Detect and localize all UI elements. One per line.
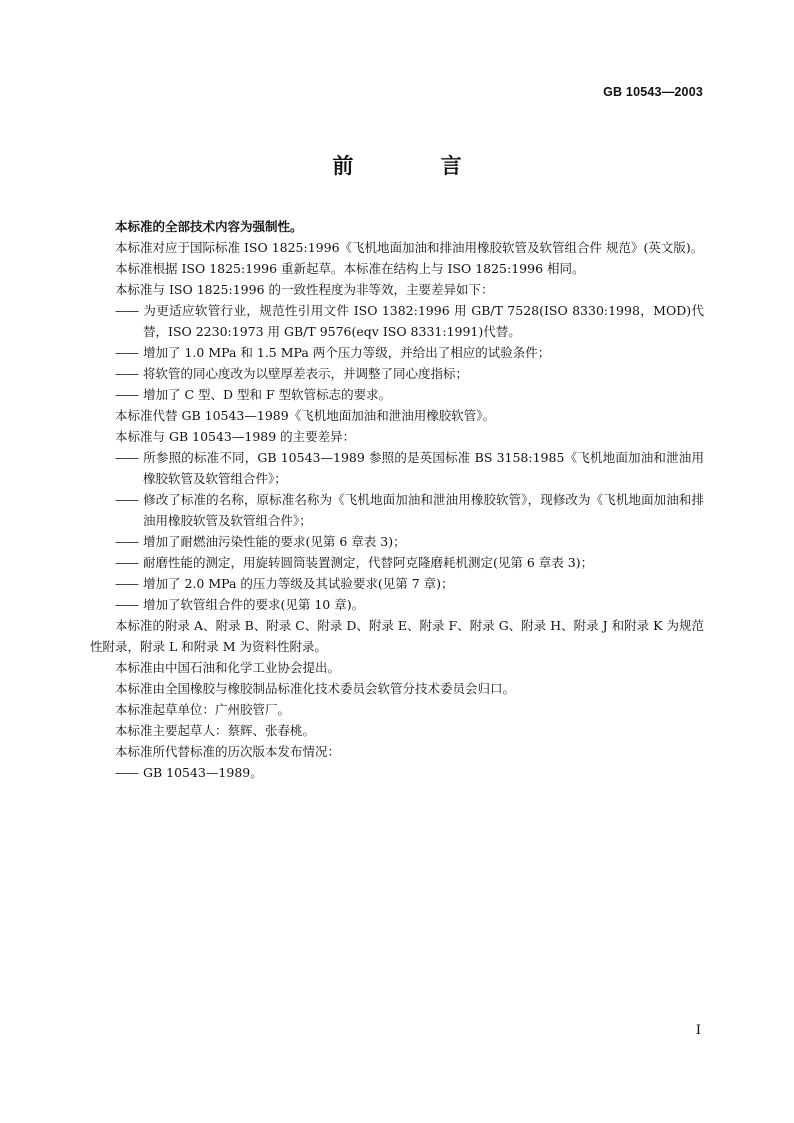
dash-item-text: 增加了 C 型、D 型和 F 型软管标志的要求。 — [143, 387, 392, 402]
dash-item-text: 增加了 1.0 MPa 和 1.5 MPa 两个压力等级，并给出了相应的试验条件； — [143, 345, 551, 360]
dash-marker: —— — [115, 597, 138, 612]
dash-marker: —— — [115, 366, 138, 381]
dash-item-text: 将软管的同心度改为以壁厚差表示，并调整了同心度指标； — [143, 366, 469, 381]
page-title: 前 言 — [332, 154, 502, 178]
standard-number: GB 10543—2003 — [603, 85, 703, 99]
paragraph: 本标准起草单位：广州胶管厂。 — [115, 702, 291, 717]
mandatory-statement: 本标准的全部技术内容为强制性。 — [115, 219, 303, 234]
dash-marker: —— — [115, 534, 138, 549]
foreword-body — [90, 216, 704, 783]
dash-list-item — [90, 342, 704, 363]
dash-item-text: 修改了标准的名称，原标准名称为《飞机地面加油和泄油用橡胶软管》，现修改为《飞机地面加油和排油用橡胶软管及软管组合件》； — [143, 492, 704, 528]
dash-item-text: 所参照的标准不同，GB 10543—1989 参照的是英国标准 BS 3158:1985《飞机地面加油和泄油用橡胶软管及软管组合件》； — [143, 450, 704, 486]
paragraph: 本标准所代替标准的历次版本发布情况： — [115, 744, 341, 759]
dash-marker: —— — [115, 765, 138, 780]
dash-list-item — [90, 762, 704, 783]
dash-list-item — [90, 363, 704, 384]
dash-marker: —— — [115, 555, 138, 570]
dash-list-item — [90, 447, 704, 489]
dash-marker: —— — [115, 303, 138, 318]
paragraph: 本标准与 ISO 1825:1996 的一致性程度为非等效，主要差异如下： — [115, 282, 494, 297]
dash-list-item — [90, 531, 704, 552]
dash-item-text: 耐磨性能的测定，用旋转圆筒装置测定，代替阿克隆磨耗机测定(见第 6 章表 3)； — [143, 555, 594, 570]
dash-item-text: 增加了软管组合件的要求(见第 10 章)。 — [143, 597, 365, 612]
paragraph: 本标准由全国橡胶与橡胶制品标准化技术委员会软管分技术委员会归口。 — [115, 681, 516, 696]
dash-marker: —— — [115, 576, 138, 591]
dash-list-item — [90, 594, 704, 615]
page-number: I — [695, 1023, 701, 1038]
paragraph: 本标准代替 GB 10543—1989《飞机地面加油和泄油用橡胶软管》。 — [115, 408, 495, 423]
dash-list-item — [90, 552, 704, 573]
dash-item-text: GB 10543—1989。 — [143, 765, 263, 780]
paragraph: 本标准的附录 A、附录 B、附录 C、附录 D、附录 E、附录 F、附录 G、附录 H、附录 J 和附录 K 为规范性附录，附录 L 和附录 M 为资料性附录。 — [90, 618, 704, 654]
dash-marker: —— — [115, 492, 138, 507]
paragraph: 本标准主要起草人：蔡辉、张春桃。 — [115, 723, 316, 738]
paragraph: 本标准由中国石油和化学工业协会提出。 — [115, 660, 341, 675]
dash-item-text: 增加了 2.0 MPa 的压力等级及其试验要求(见第 7 章)； — [143, 576, 454, 591]
dash-marker: —— — [115, 345, 138, 360]
dash-list-item — [90, 300, 704, 342]
dash-list-item — [90, 384, 704, 405]
paragraph: 本标准对应于国际标准 ISO 1825:1996《飞机地面加油和排油用橡胶软管及软管组合件 规范》(英文版)。 — [115, 240, 704, 255]
dash-marker: —— — [115, 387, 138, 402]
paragraph: 本标准与 GB 10543—1989 的主要差异： — [115, 429, 356, 444]
dash-marker: —— — [115, 450, 138, 465]
dash-item-text: 增加了耐燃油污染性能的要求(见第 6 章表 3)； — [143, 534, 406, 549]
dash-item-text: 为更适应软管行业，规范性引用文件 ISO 1382:1996 用 GB/T 7528(ISO 8330:1998，MOD)代替，ISO 2230:1973 用 GB/T 9576(eqv ISO 8331:1991)代替。 — [143, 303, 704, 339]
dash-list-item — [90, 573, 704, 594]
paragraph: 本标准根据 ISO 1825:1996 重新起草。本标准在结构上与 ISO 1825:1996 相同。 — [115, 261, 585, 276]
dash-list-item — [90, 489, 704, 531]
